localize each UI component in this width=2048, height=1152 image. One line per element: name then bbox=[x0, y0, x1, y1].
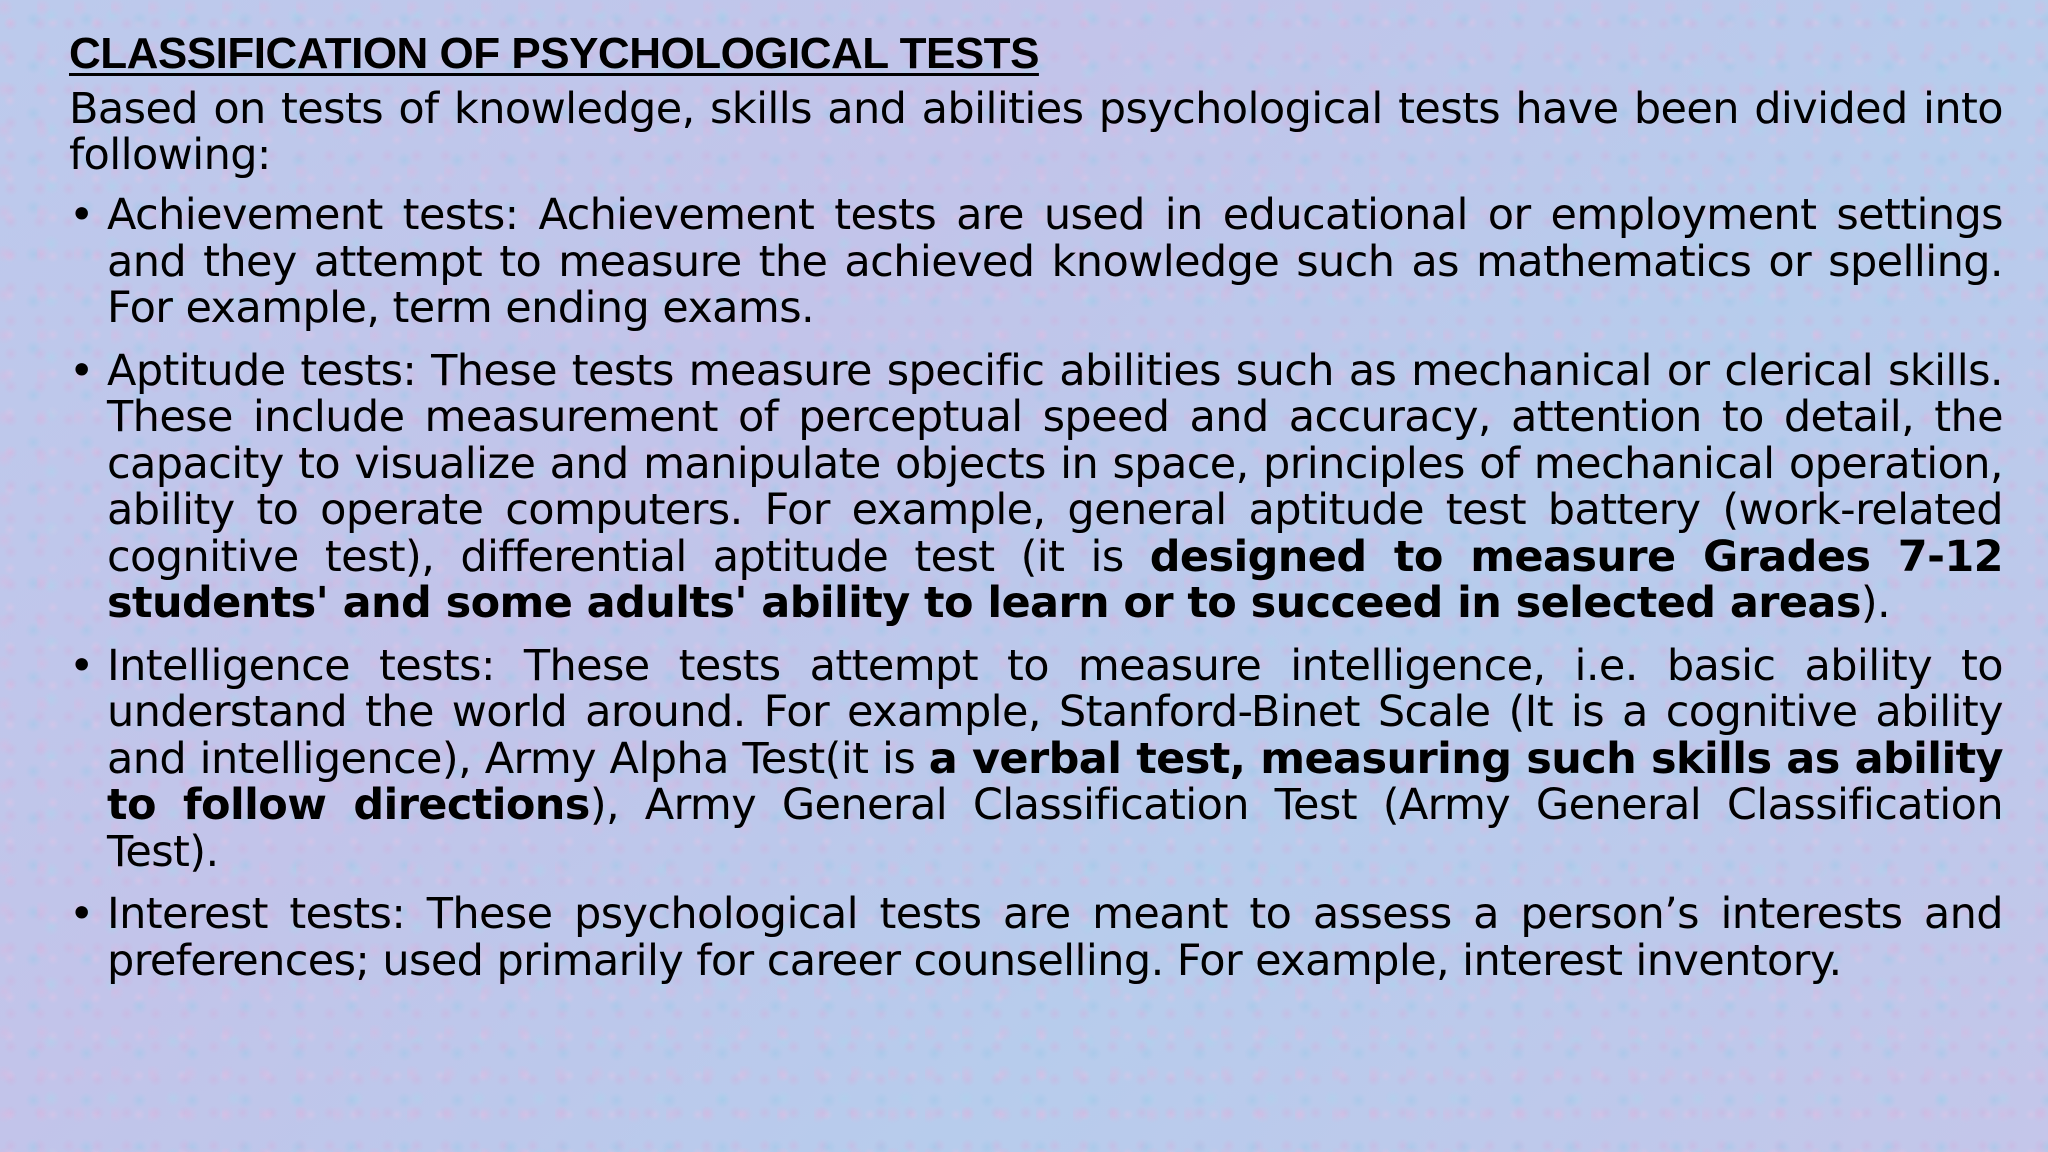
bullet-text-end: ), Army General Classification Test (Army General Classification Test). bbox=[107, 780, 2004, 877]
bullet-text-end: ). bbox=[1860, 578, 1891, 628]
bullet-icon: • bbox=[69, 889, 94, 939]
bullet-bold-text: a verbal test, measuring such skills as ability to follow directions bbox=[107, 733, 2003, 830]
slide-content bbox=[69, 26, 2003, 1000]
bullet-aptitude-tests bbox=[69, 345, 2003, 628]
bullet-list bbox=[69, 192, 2003, 984]
bullet-text: Interest tests: These psychological tests are meant to assess a person’s interests and preferences; used primarily for career counselling. For example, interest inventory. bbox=[107, 889, 2003, 986]
bullet-bold-text: designed to measure Grades 7-12 students' and some adults' ability to learn or to succeed in selected areas bbox=[107, 531, 2003, 628]
bullet-achievement-tests bbox=[69, 192, 2003, 332]
bullet-text: Intelligence tests: These tests attempt to measure intelligence, i.e. basic ability to understand the world around. For example, Stanford-Binet Scale (It is a cognitive ability and intelligence), Army Alpha Test(it is bbox=[107, 640, 2003, 784]
bullet-text: Achievement tests: Achievement tests are used in educational or employment settings and they attempt to measure the achieved knowledge such as mathematics or spelling. For example, term ending exams. bbox=[107, 190, 2003, 333]
slide-title: CLASSIFICATION OF PSYCHOLOGICAL TESTS bbox=[69, 29, 1039, 78]
bullet-icon: • bbox=[69, 640, 94, 691]
bullet-icon: • bbox=[69, 345, 94, 396]
intro-paragraph: Based on tests of knowledge, skills and abilities psychological tests have been divided into following: bbox=[69, 84, 2003, 180]
bullet-icon: • bbox=[69, 190, 94, 240]
bullet-text: Aptitude tests: These tests measure specific abilities such as mechanical or clerical skills. These include measurement of perceptual speed and accuracy, attention to detail, the capacity to visualize and manipulate objects in space, principles of mechanical operation, ability to operate computers. For example, general aptitude test battery (work-related cognitive test), differential aptitude test (it is bbox=[107, 345, 2003, 582]
bullet-intelligence-tests bbox=[69, 640, 2004, 877]
bullet-interest-tests bbox=[69, 891, 2003, 984]
